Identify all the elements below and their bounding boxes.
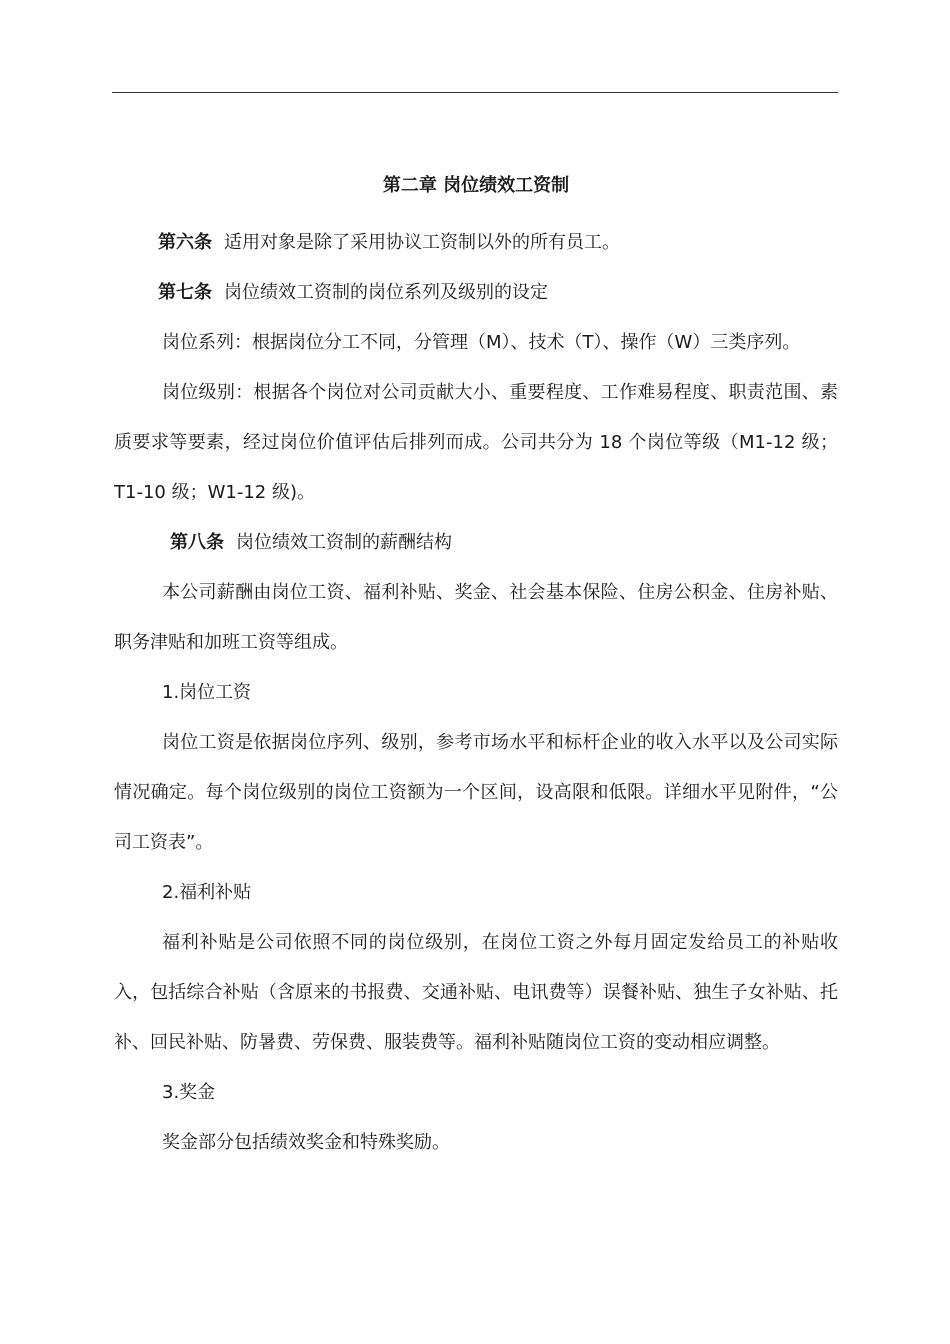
chapter-title: 第二章 岗位绩效工资制 <box>382 175 570 196</box>
article-6-text: 适用对象是除了采用协议工资制以外的所有员工。 <box>224 232 620 253</box>
document-body <box>114 168 838 1168</box>
section-1-text: 岗位工资是依据岗位序列、级别，参考市场水平和标杆企业的收入水平以及公司实际情况确定。每个岗位级别的岗位工资额为一个区间，设高限和低限。详细水平见附件，“公司工资表”。 <box>114 732 838 853</box>
article-6 <box>114 218 838 268</box>
post-level-paragraph: 岗位级别：根据各个岗位对公司贡献大小、重要程度、工作难易程度、职责范围、素质要求等要素，经过岗位价值评估后排列而成。公司共分为 18 个岗位等级（M1-12 级；T1-10 级；W1-12 级)。 <box>114 382 838 503</box>
article-7 <box>114 268 838 318</box>
article-8-text: 岗位绩效工资制的薪酬结构 <box>236 532 452 553</box>
section-1-heading: 1.岗位工资 <box>162 682 252 703</box>
article-8-label: 第八条 <box>170 532 224 553</box>
post-series-paragraph: 岗位系列：根据岗位分工不同，分管理（M）、技术（T）、操作（W）三类序列。 <box>162 332 801 353</box>
article-7-label: 第七条 <box>158 282 212 303</box>
header-rule <box>112 92 838 93</box>
section-3-text: 奖金部分包括绩效奖金和特殊奖励。 <box>162 1132 450 1153</box>
section-3-heading: 3.奖金 <box>162 1082 216 1103</box>
article-8 <box>114 518 838 568</box>
article-7-text: 岗位绩效工资制的岗位系列及级别的设定 <box>224 282 548 303</box>
section-2-heading: 2.福利补贴 <box>162 882 252 903</box>
salary-structure-paragraph: 本公司薪酬由岗位工资、福利补贴、奖金、社会基本保险、住房公积金、住房补贴、职务津贴和加班工资等组成。 <box>114 582 838 653</box>
section-2-text: 福利补贴是公司依照不同的岗位级别，在岗位工资之外每月固定发给员工的补贴收入，包括综合补贴（含原来的书报费、交通补贴、电讯费等）误餐补贴、独生子女补贴、托补、回民补贴、防暑费、劳保费、服装费等。福利补贴随岗位工资的变动相应调整。 <box>114 932 838 1053</box>
article-6-label: 第六条 <box>158 232 212 253</box>
